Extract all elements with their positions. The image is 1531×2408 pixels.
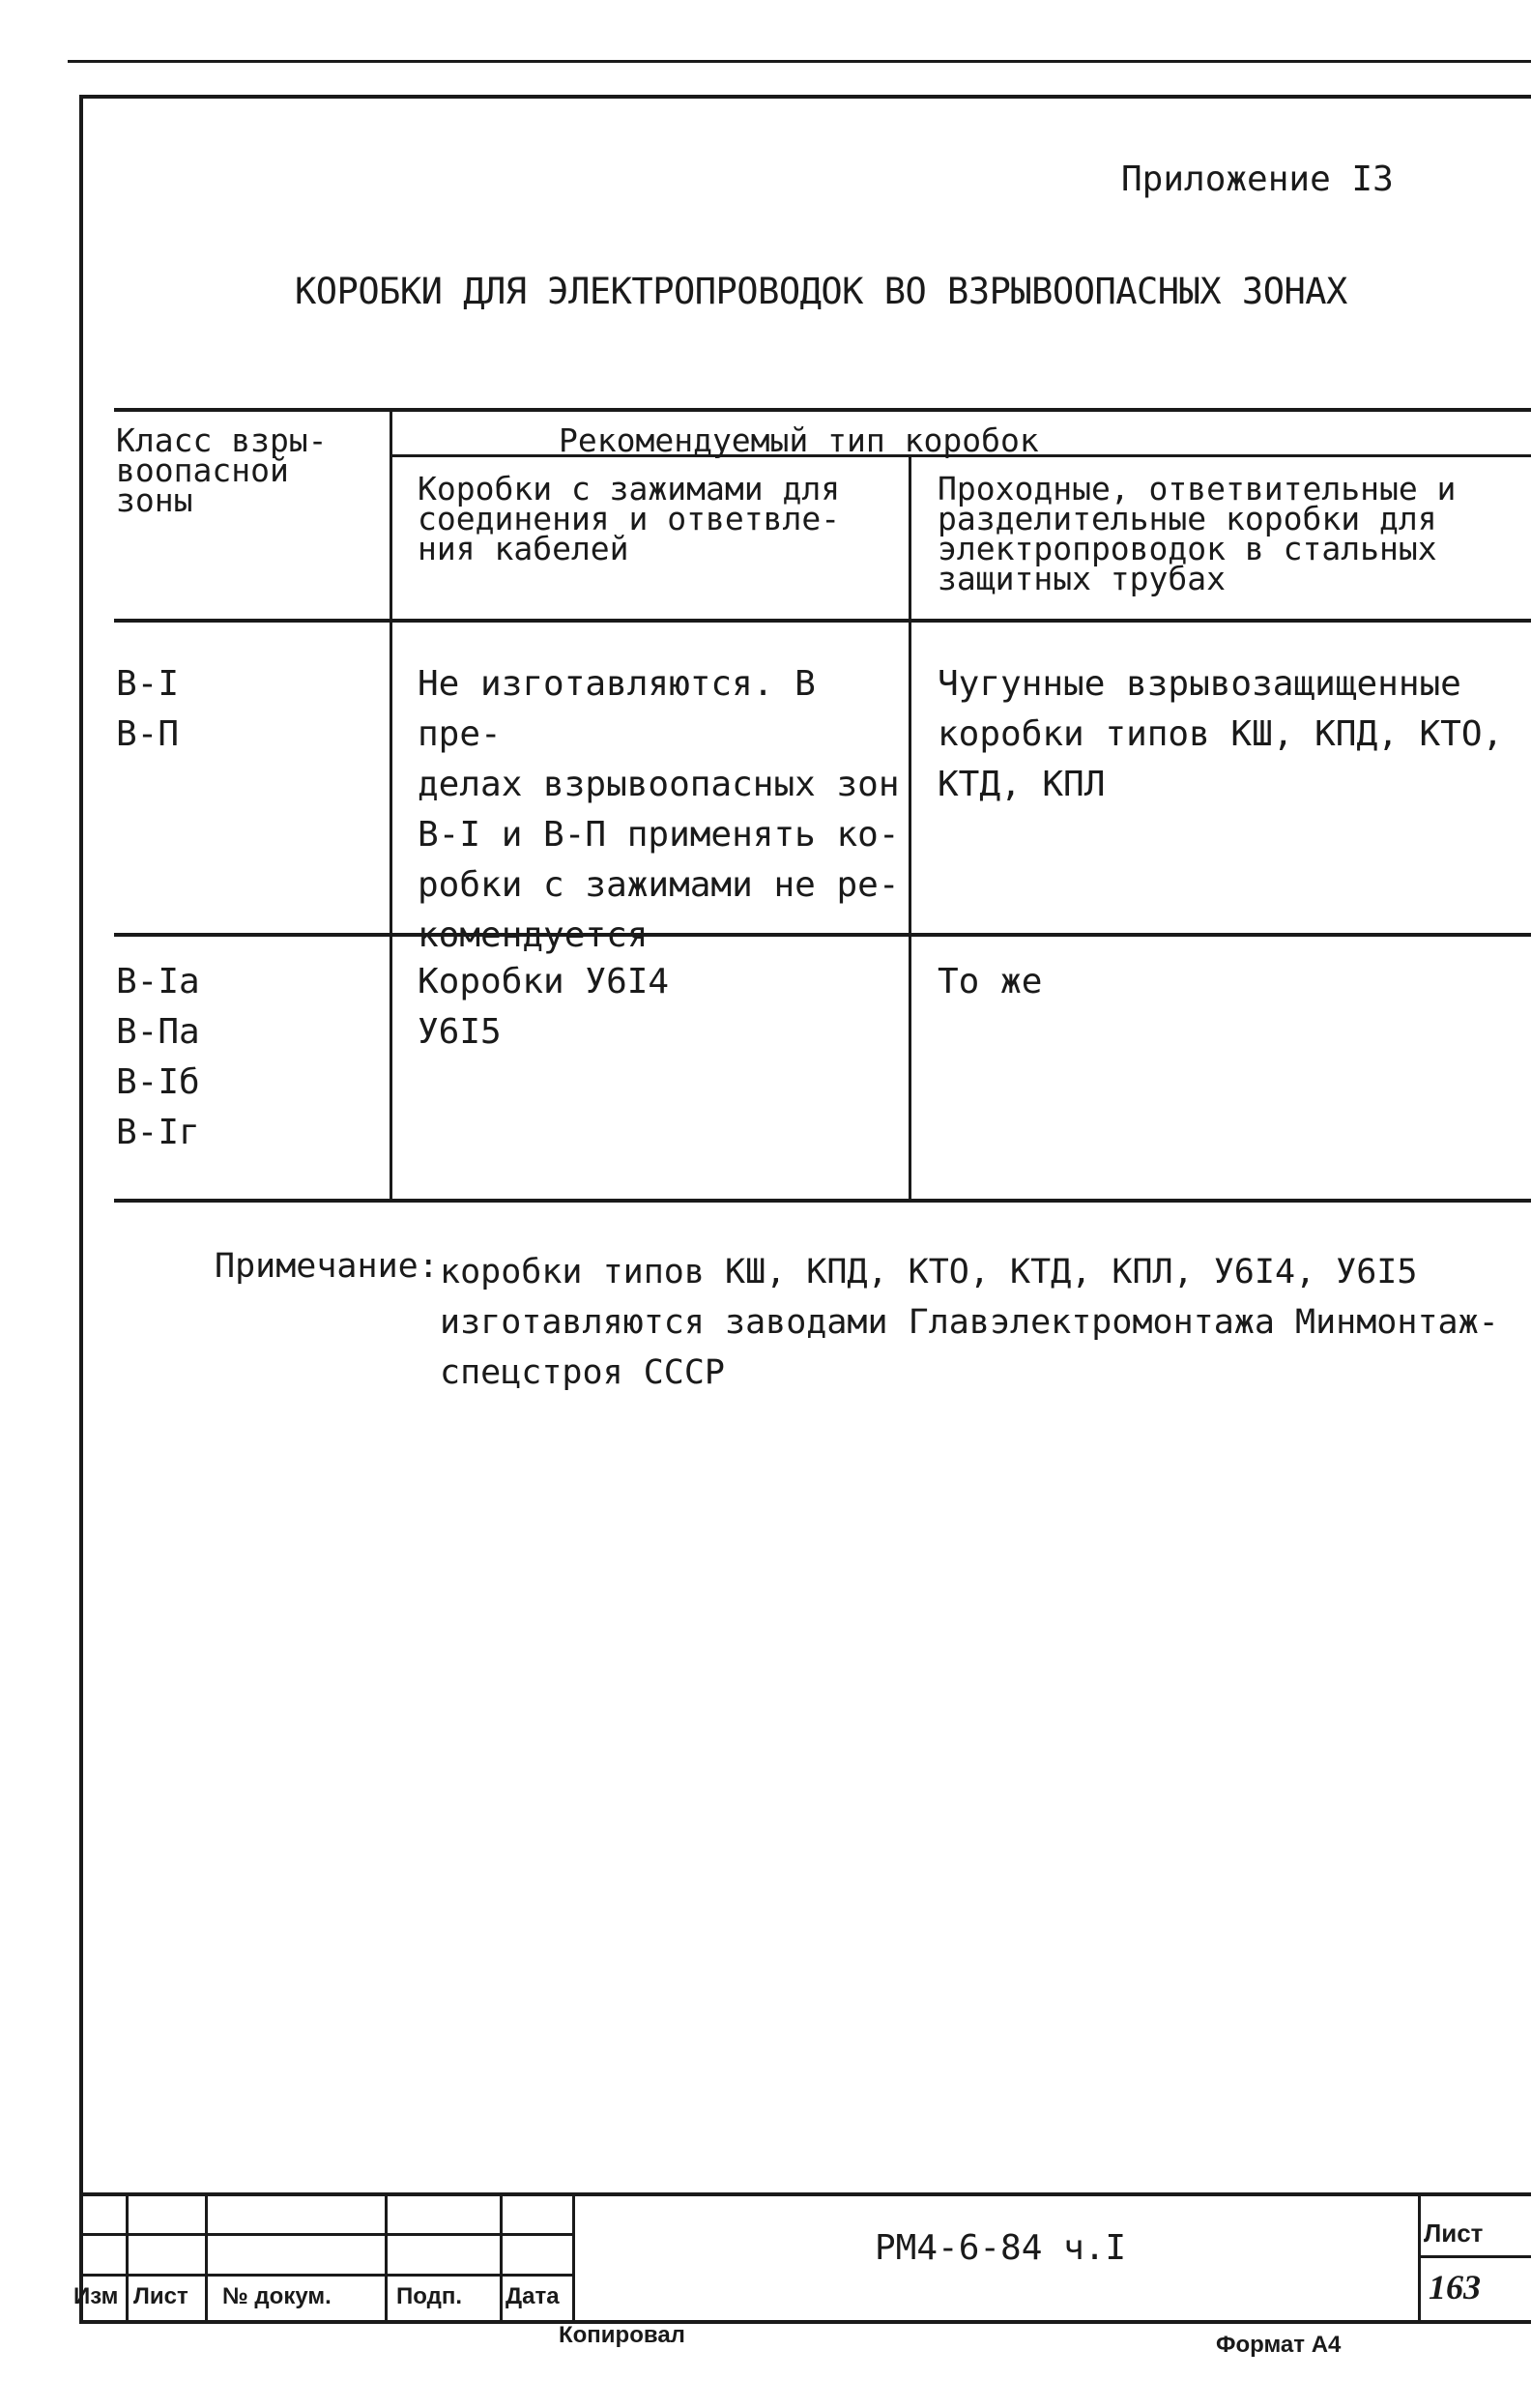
row-1-clamp-boxes: Не изготавляются. В пре- делах взрывоопасных зон В-I и В-П применять ко- робки с зажимами не ре- комендуется (418, 664, 900, 955)
sheet-label: Лист (1424, 2219, 1484, 2248)
stamp-label-date: Дата (506, 2283, 560, 2309)
header-zone-class: Класс взры- воопасной зоны (116, 421, 328, 519)
note-label: Примечание: (215, 1247, 439, 1286)
page-title: КОРОБКИ ДЛЯ ЭЛЕКТРОПРОВОДОК ВО ВЗРЫВООПАСНЫХ ЗОНАХ (295, 271, 1347, 312)
table-col-divider-1 (390, 410, 392, 1199)
table-col-divider-2 (909, 456, 911, 1199)
header-clamp-boxes: Коробки с зажимами для соединения и ответвле- ния кабелей (418, 470, 841, 567)
stamp-label-change: Изм (73, 2283, 119, 2309)
stamp-col-2 (205, 2192, 208, 2322)
stamp-sheet-line (1418, 2255, 1531, 2258)
top-rule (68, 60, 1531, 63)
row-1-through-boxes: Чугунные взрывозащищенные коробки типов КШ, КПД, КТО, КТД, КПЛ (938, 664, 1504, 804)
table-bottom-border (114, 1199, 1531, 1203)
frame-left (79, 95, 83, 2324)
stamp-top-border (79, 2192, 1531, 2196)
table-top-border (114, 408, 1531, 412)
document-code: РМ4-6-84 ч.I (875, 2228, 1127, 2268)
appendix-label: Приложение I3 (1121, 160, 1394, 199)
stamp-col-5 (572, 2192, 575, 2322)
row-1-zones: В-I В-П (116, 664, 180, 754)
stamp-label-signature: Подп. (396, 2283, 462, 2309)
stamp-label-doc-number: № докум. (222, 2283, 332, 2309)
table-header-bottom (114, 619, 1531, 623)
row-2-through-boxes: То же (938, 962, 1043, 1001)
row-2-clamp-boxes: Коробки У6I4 У6I5 (418, 962, 670, 1052)
stamp-label-sheet: Лист (133, 2283, 188, 2309)
stamp-col-3 (385, 2192, 388, 2322)
paper-format: Формат А4 (1216, 2332, 1342, 2358)
sheet-number: 163 (1429, 2268, 1481, 2306)
stamp-col-4 (500, 2192, 503, 2322)
header-through-boxes: Проходные, ответвительные и разделительные коробки для электропроводок в стальных защитных трубах (938, 470, 1457, 597)
frame-top (79, 95, 1531, 99)
stamp-bottom-border (79, 2320, 1531, 2324)
copied-by: Копировал (559, 2322, 685, 2348)
note-text: коробки типов КШ, КПД, КТО, КТД, КПЛ, У6I4, У6I5 изготавляются заводами Главэлектромонтажа Минмонтаж- спецстроя СССР (440, 1253, 1499, 1392)
row-2-zones: В-Iа В-Па В-Iб В-Iг (116, 962, 200, 1152)
header-recommended-type: Рекомендуемый тип коробок (559, 421, 1039, 459)
stamp-col-1 (126, 2192, 129, 2322)
